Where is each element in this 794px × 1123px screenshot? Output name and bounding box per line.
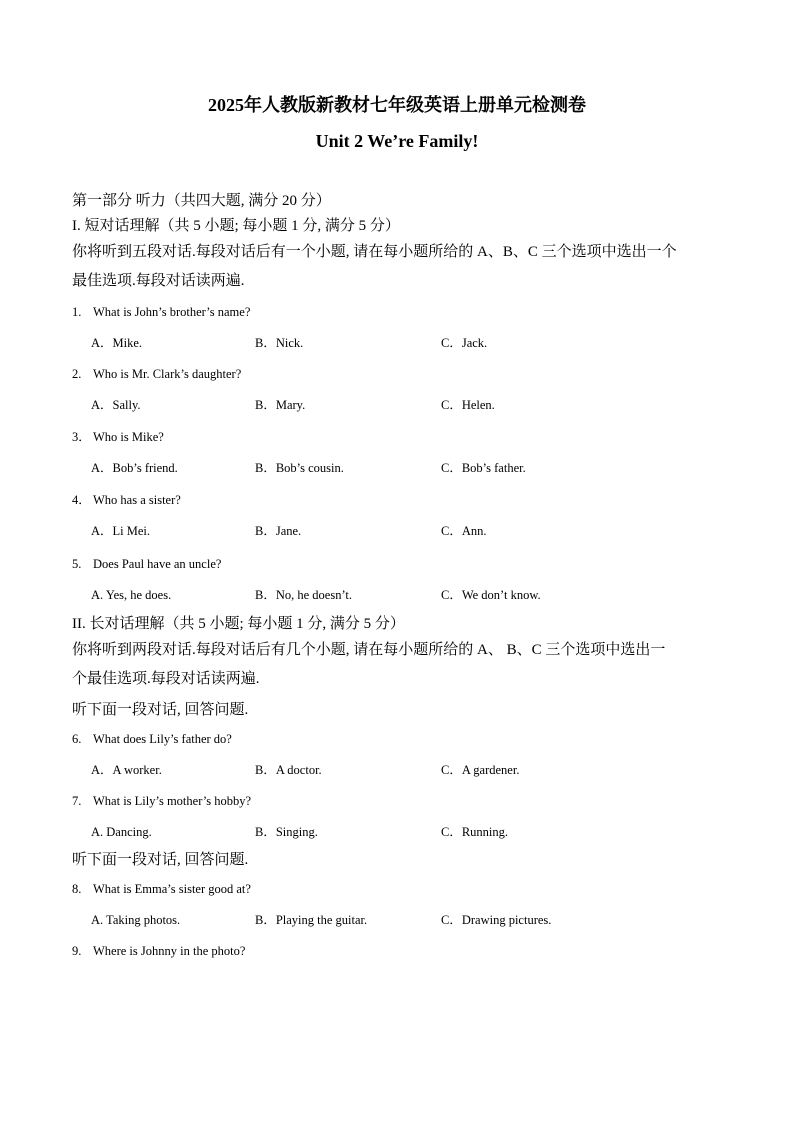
- option-b: B．Mary.: [255, 398, 306, 412]
- unit-subtitle: Unit 2 We’re Family!: [315, 131, 479, 151]
- option-a: A．A worker.: [91, 763, 162, 777]
- question-5-options: [72, 587, 722, 603]
- question-2-options: [72, 397, 722, 413]
- option-a: A．Bob’s friend.: [91, 461, 178, 475]
- question-3: [72, 429, 722, 445]
- question-number: 3．: [72, 430, 91, 444]
- part1-heading: 第一部分 听力（共四大题, 满分 20 分）: [72, 193, 331, 209]
- option-b: B．Singing.: [255, 825, 318, 839]
- option-c: C．Drawing pictures.: [441, 913, 552, 927]
- option-a: A. Dancing.: [91, 825, 152, 839]
- question-number: 7.: [72, 794, 82, 808]
- question-7: [72, 793, 722, 809]
- section1-instruction-1: 你将听到五段对话.每段对话后有一个小题, 请在每小题所给的 A、B、C 三个选项中选出一个: [72, 244, 677, 260]
- option-b: B．Jane.: [255, 524, 302, 538]
- option-a: A．Mike.: [91, 336, 143, 350]
- question-text: What does Lily’s father do?: [93, 732, 232, 746]
- question-9: [72, 943, 722, 959]
- question-text: Where is Johnny in the photo?: [93, 944, 246, 958]
- dialog2-intro: 听下面一段对话, 回答问题.: [72, 852, 249, 868]
- question-number: 9.: [72, 944, 82, 958]
- option-b: B．Bob’s cousin.: [255, 461, 344, 475]
- question-6: [72, 731, 722, 747]
- question-5: [72, 556, 722, 572]
- section1-heading: I. 短对话理解（共 5 小题; 每小题 1 分, 满分 5 分）: [72, 218, 400, 234]
- question-6-options: [72, 762, 722, 778]
- option-c: C．A gardener.: [441, 763, 520, 777]
- option-a: A. Taking photos.: [91, 913, 181, 927]
- option-b: B．A doctor.: [255, 763, 322, 777]
- option-a: A．Li Mei.: [91, 524, 151, 538]
- question-number: 1.: [72, 305, 82, 319]
- option-c: C．Helen.: [441, 398, 495, 412]
- option-c: C．We don’t know.: [441, 588, 541, 602]
- question-text: What is John’s brother’s name?: [93, 305, 251, 319]
- question-number: 2.: [72, 367, 82, 381]
- question-text: Who is Mike?: [93, 430, 164, 444]
- question-text: What is Lily’s mother’s hobby?: [93, 794, 252, 808]
- question-text: What is Emma’s sister good at?: [93, 882, 251, 896]
- question-1: [72, 304, 722, 320]
- question-text: Who has a sister?: [93, 493, 181, 507]
- question-number: 6.: [72, 732, 82, 746]
- question-number: 5.: [72, 557, 82, 571]
- section2-instruction-1: 你将听到两段对话.每段对话后有几个小题, 请在每小题所给的 A、 B、C 三个选项中选出一: [72, 642, 666, 658]
- option-c: C．Bob’s father.: [441, 461, 526, 475]
- question-7-options: [72, 824, 722, 840]
- option-b: B．No, he doesn’t.: [255, 588, 352, 602]
- question-text: Who is Mr. Clark’s daughter?: [93, 367, 242, 381]
- question-2: [72, 366, 722, 382]
- option-a: A．Sally.: [91, 398, 141, 412]
- dialog1-intro: 听下面一段对话, 回答问题.: [72, 702, 249, 718]
- option-c: C．Ann.: [441, 524, 487, 538]
- option-c: C．Jack.: [441, 336, 488, 350]
- question-4: [72, 492, 722, 508]
- section1-question-list: [72, 304, 722, 603]
- question-8: [72, 881, 722, 897]
- section2-heading: II. 长对话理解（共 5 小题; 每小题 1 分, 满分 5 分）: [72, 616, 405, 632]
- option-b: B．Nick.: [255, 336, 304, 350]
- section2-instruction-2: 个最佳选项.每段对话读两遍.: [72, 671, 260, 687]
- question-number: 8.: [72, 882, 82, 896]
- question-8-options: [72, 912, 722, 928]
- question-text: Does Paul have an uncle?: [93, 557, 222, 571]
- question-4-options: [72, 523, 722, 539]
- page-title: 2025年人教版新教材七年级英语上册单元检测卷: [208, 95, 586, 115]
- question-3-options: [72, 460, 722, 476]
- option-b: B．Playing the guitar.: [255, 913, 368, 927]
- option-a: A. Yes, he does.: [91, 588, 172, 602]
- question-number: 4．: [72, 493, 91, 507]
- question-1-options: [72, 335, 722, 351]
- section1-instruction-2: 最佳选项.每段对话读两遍.: [72, 273, 245, 289]
- option-c: C．Running.: [441, 825, 509, 839]
